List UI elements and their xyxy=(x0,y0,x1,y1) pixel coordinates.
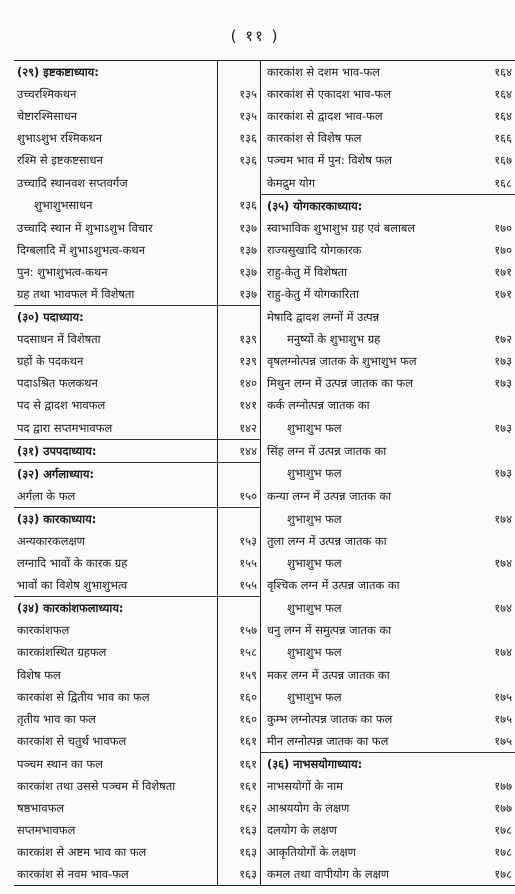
toc-entry-page: १६० xyxy=(218,708,261,730)
toc-entry-page: १७८ xyxy=(473,863,515,886)
toc-entry-title: अन्यकारकलक्षण xyxy=(14,530,218,552)
toc-entry-page: १४२ xyxy=(218,417,261,440)
toc-entry-title: शुभाशुभ फल xyxy=(287,511,342,526)
toc-entry-page: १६३ xyxy=(218,841,261,863)
toc-row xyxy=(14,708,515,730)
toc-entry-title: आकृतियोगों के लक्षण xyxy=(267,845,356,860)
toc-row xyxy=(14,819,515,841)
toc-entry-page: १६६ xyxy=(494,131,512,146)
toc-entry-page: १७७ xyxy=(494,801,512,816)
toc-entry-page: १३६ xyxy=(218,149,261,171)
toc-entry-title: लग्नादि भावों के कारक ग्रह xyxy=(14,552,218,574)
toc-entry-page xyxy=(218,597,261,620)
toc-entry-title: आश्रययोग के लक्षण xyxy=(267,801,350,816)
toc-entry-page: १३९ xyxy=(218,328,261,350)
toc-entry-page: १३५ xyxy=(218,83,261,105)
toc-entry-page: १७३ xyxy=(494,420,512,435)
toc-entry-title: राज्यसुखादि योगकारक xyxy=(267,242,362,257)
toc-entry-title: कारकांश से विशेष फल xyxy=(267,131,362,146)
toc-entry-title: सप्तमभावफल xyxy=(14,819,218,841)
toc-entry-title: पुन: शुभाशुभत्व-कथन xyxy=(14,261,218,283)
toc-entry-page: १७४ xyxy=(494,556,512,571)
toc-row xyxy=(14,350,515,372)
toc-entry-page xyxy=(473,394,515,416)
toc-entry-title: शुभाऽशुभ रश्मिकथन xyxy=(14,127,218,149)
toc-entry-title: उच्चरश्मिकथन xyxy=(14,83,218,105)
toc-entry-title: स्वाभाविक शुभाशुभ ग्रह एवं बलाबल xyxy=(267,220,416,235)
toc-row xyxy=(14,530,515,552)
toc-row xyxy=(14,194,515,217)
toc-entry-page xyxy=(473,530,515,552)
toc-entry-title: शुभाशुभ फल xyxy=(287,556,342,571)
toc-entry-title: पद द्वारा सप्तमभावफल xyxy=(14,417,218,440)
toc-row xyxy=(14,775,515,797)
toc-entry-page: १६२ xyxy=(218,797,261,819)
toc-row xyxy=(14,261,515,283)
toc-entry-page: १७२ xyxy=(494,332,512,347)
toc-entry-title: रश्मि से इष्टकष्टसाधन xyxy=(14,149,218,171)
toc-entry-title: कारकांश से द्वितीय भाव का फल xyxy=(14,686,218,708)
toc-entry-page: १३७ xyxy=(218,283,261,306)
toc-entry-title: कारकांशस्थित ग्रहफल xyxy=(14,641,218,663)
toc-entry-page: १७८ xyxy=(494,823,512,838)
toc-entry-title: शुभाशुभ फल xyxy=(287,601,342,616)
toc-entry-page xyxy=(218,306,261,329)
toc-entry-page: १५८ xyxy=(218,641,261,663)
toc-entry-title: वृश्चिक लग्न में उत्पन्न जातक का xyxy=(267,578,400,593)
toc-entry-page: १५० xyxy=(218,485,261,508)
toc-row xyxy=(14,797,515,819)
toc-entry-page xyxy=(473,194,515,217)
toc-entry-page: १६३ xyxy=(218,819,261,841)
toc-entry-title: कारकांश से चतुर्थ भावफल xyxy=(14,730,218,753)
toc-entry-page: १७५ xyxy=(494,733,512,748)
toc-entry-page: १३५ xyxy=(218,105,261,127)
toc-entry-title: कारकांशफल xyxy=(14,619,218,641)
toc-entry-title: कर्क लग्नोत्पन्न जातक का xyxy=(267,398,370,413)
toc-row xyxy=(14,239,515,261)
toc-row xyxy=(14,664,515,686)
toc-entry-page: १७० xyxy=(494,242,512,257)
toc-row xyxy=(14,752,515,775)
toc-row xyxy=(14,597,515,620)
toc-entry-page: १७१ xyxy=(494,287,512,302)
chapter-heading: (२९) इष्टकष्टाध्याय: xyxy=(14,61,218,84)
toc-entry-page: १३७ xyxy=(218,261,261,283)
toc-entry-page xyxy=(218,171,261,194)
toc-entry-page: १६३ xyxy=(218,863,261,886)
toc-entry-title: भावों का विशेष शुभाशुभत्व xyxy=(14,574,218,597)
toc-entry-title: कारकांश से द्वादश भाव-फल xyxy=(267,109,383,124)
toc-entry-page: १७५ xyxy=(494,711,512,726)
toc-entry-page: १६४ xyxy=(473,61,515,84)
toc-entry-page: १६० xyxy=(218,686,261,708)
toc-entry-page: १६१ xyxy=(218,775,261,797)
toc-row xyxy=(14,372,515,394)
toc-entry-title: उच्चादि स्थान में शुभाऽशुभ विचार xyxy=(14,217,218,239)
toc-entry-page: १३६ xyxy=(218,127,261,149)
toc-entry-page xyxy=(218,507,261,530)
toc-entry-title: चेष्टारश्मिसाधन xyxy=(14,105,218,127)
toc-row xyxy=(14,417,515,440)
toc-entry-title: कारकांश से दशम भाव-फल xyxy=(261,61,474,84)
toc-entry-title: शुभाशुभसाधन xyxy=(14,194,218,217)
toc-entry-title: कारकांश से एकादश भाव-फल xyxy=(267,87,392,102)
toc-entry-page xyxy=(473,439,515,462)
toc-entry-page xyxy=(218,61,261,84)
toc-entry-title: मेषादि द्वादश लग्नों में उत्पन्न xyxy=(267,309,380,324)
toc-entry-title: कन्या लग्न में उत्पन्न जातक का xyxy=(267,489,392,504)
toc-entry-page: १७० xyxy=(494,220,512,235)
toc-entry-page: १३७ xyxy=(218,217,261,239)
chapter-heading: (३०) पदाध्याय: xyxy=(14,306,218,329)
toc-row xyxy=(14,730,515,753)
toc-entry-page: १७४ xyxy=(494,511,512,526)
toc-row xyxy=(14,641,515,663)
toc-entry-page: १५९ xyxy=(218,664,261,686)
toc-entry-title: तृतीय भाव का फल xyxy=(14,708,218,730)
toc-row xyxy=(14,485,515,508)
toc-entry-page: १४१ xyxy=(218,394,261,416)
toc-entry-title: पदसाधन में विशेषता xyxy=(14,328,218,350)
toc-entry-title: ग्रहों के पदकथन xyxy=(14,350,218,372)
toc-entry-page: १४४ xyxy=(218,439,261,462)
toc-entry-page: १५७ xyxy=(218,619,261,641)
toc-entry-title: धनु लग्न में समुत्पन्न जातक का xyxy=(267,623,392,638)
toc-entry-page: १७४ xyxy=(494,645,512,660)
toc-entry-page: १४० xyxy=(218,372,261,394)
toc-entry-page xyxy=(473,574,515,597)
toc-entry-title: पञ्चम भाव में पुन: विशेष फल xyxy=(267,153,393,168)
toc-row xyxy=(14,394,515,416)
toc-entry-page: १६४ xyxy=(494,87,512,102)
toc-entry-title: मीन लग्नोत्पन्न जातक का फल xyxy=(267,733,389,748)
toc-entry-page xyxy=(218,462,261,485)
toc-entry-title: नाभसयोगों के नाम xyxy=(267,779,343,794)
toc-entry-page: १७५ xyxy=(494,689,512,704)
toc-row xyxy=(14,619,515,641)
toc-row xyxy=(14,217,515,239)
toc-row xyxy=(14,552,515,574)
chapter-heading: (३१) उपपदाध्याय: xyxy=(14,439,218,462)
toc-row xyxy=(14,149,515,171)
toc-entry-page: १६८ xyxy=(494,175,512,190)
toc-row xyxy=(14,328,515,350)
toc-entry-page: १७१ xyxy=(494,264,512,279)
toc-entry-page: १३७ xyxy=(218,239,261,261)
toc-entry-page: १६१ xyxy=(218,730,261,753)
toc-entry-page: १६७ xyxy=(494,153,512,168)
toc-entry-title: ग्रह तथा भावफल में विशेषता xyxy=(14,283,218,306)
toc-row xyxy=(14,574,515,597)
toc-entry-title: शुभाशुभ फल xyxy=(287,466,342,481)
toc-entry-title: दलयोग के लक्षण xyxy=(267,823,337,838)
toc-row xyxy=(14,507,515,530)
toc-entry-page: १७३ xyxy=(494,354,512,369)
toc-entry-title: मनुष्यों के शुभाशुभ ग्रह xyxy=(287,332,381,347)
toc-entry-page: १५३ xyxy=(218,530,261,552)
toc-entry-title: शुभाशुभ फल xyxy=(287,420,342,435)
toc-entry-page: १३९ xyxy=(218,350,261,372)
toc-entry-title: अर्गला के फल xyxy=(14,485,218,508)
toc-entry-title: पदाऽश्रित फलकथन xyxy=(14,372,218,394)
toc-entry-title: सिंह लग्न में उत्पन्न जातक का xyxy=(267,443,387,458)
toc-row xyxy=(14,171,515,194)
toc-entry-title: पञ्चम स्थान का फल xyxy=(14,752,218,775)
toc-entry-page: १५५ xyxy=(218,552,261,574)
toc-row xyxy=(14,863,515,886)
chapter-heading: (३६) नाभसयोगाध्याय: xyxy=(261,752,474,775)
toc-entry-title: षष्ठभावफल xyxy=(14,797,218,819)
toc-entry-page: १७३ xyxy=(494,376,512,391)
toc-entry-page: १३६ xyxy=(218,194,261,217)
toc-entry-title: कुम्भ लग्नोत्पन्न जातक का फल xyxy=(267,711,393,726)
toc-entry-title: मकर लग्न में उत्पन्न जातक का xyxy=(267,667,390,682)
toc-entry-title: कमल तथा वापीयोग के लक्षण xyxy=(261,863,474,886)
toc-row xyxy=(14,127,515,149)
toc-entry-title: वृषलग्नोत्पन्न जातक के शुभाशुभ फल xyxy=(267,354,417,369)
toc-entry-title: राहु-केतु में विशेषता xyxy=(267,264,348,279)
toc-entry-title: कारकांश से अष्टम भाव का फल xyxy=(14,841,218,863)
toc-entry-page: १७३ xyxy=(494,466,512,481)
toc-entry-page: १७७ xyxy=(494,779,512,794)
toc-row xyxy=(14,61,515,84)
toc-entry-title: तुला लग्न में उत्पन्न जातक का xyxy=(267,534,387,549)
toc-entry-page xyxy=(473,752,515,775)
page-number: ( ११ ) xyxy=(230,27,280,45)
toc-row xyxy=(14,686,515,708)
toc-entry-title: उच्चादि स्थानवश सप्तवर्गज xyxy=(14,171,218,194)
toc-entry-page: १६४ xyxy=(494,109,512,124)
toc-row xyxy=(14,841,515,863)
toc-entry-title: शुभाशुभ फल xyxy=(287,689,342,704)
toc-entry-title: केमद्रुम योग xyxy=(267,175,316,190)
toc-row xyxy=(14,462,515,485)
toc-entry-page: १७४ xyxy=(494,601,512,616)
toc-entry-page xyxy=(473,485,515,508)
toc-entry-page: १७८ xyxy=(494,845,512,860)
toc-entry-page: १६१ xyxy=(218,752,261,775)
chapter-heading: (३५) योगकारकाध्याय: xyxy=(261,194,474,217)
toc-entry-title: मिथुन लग्न में उत्पन्न जातक का फल xyxy=(267,376,413,391)
toc-entry-title: पद से द्वादश भावफल xyxy=(14,394,218,416)
toc-entry-title: कारकांश से नवम भाव-फल xyxy=(14,863,218,886)
chapter-heading: (३२) अर्गलाध्याय: xyxy=(14,462,218,485)
toc-row xyxy=(14,283,515,306)
toc-entry-page xyxy=(473,664,515,686)
toc-entry-page: १५५ xyxy=(218,574,261,597)
toc-row xyxy=(14,439,515,462)
toc-entry-title: शुभाशुभ फल xyxy=(287,645,342,660)
toc-entry-title: कारकांश तथा उससे पञ्चम में विशेषता xyxy=(14,775,218,797)
toc-entry-page xyxy=(473,306,515,329)
chapter-heading: (३३) कारकाध्याय: xyxy=(14,507,218,530)
toc-entry-title: दिग्बलादि में शुभाऽशुभत्व-कथन xyxy=(14,239,218,261)
toc-row xyxy=(14,105,515,127)
table-of-contents xyxy=(14,60,515,886)
toc-entry-title: राहु-केतु में योगकारिता xyxy=(267,287,359,302)
toc-entry-page xyxy=(473,619,515,641)
toc-entry-title: विशेष फल xyxy=(14,664,218,686)
toc-row xyxy=(14,306,515,329)
chapter-heading: (३४) कारकांशफलाध्याय: xyxy=(14,597,218,620)
toc-row xyxy=(14,83,515,105)
